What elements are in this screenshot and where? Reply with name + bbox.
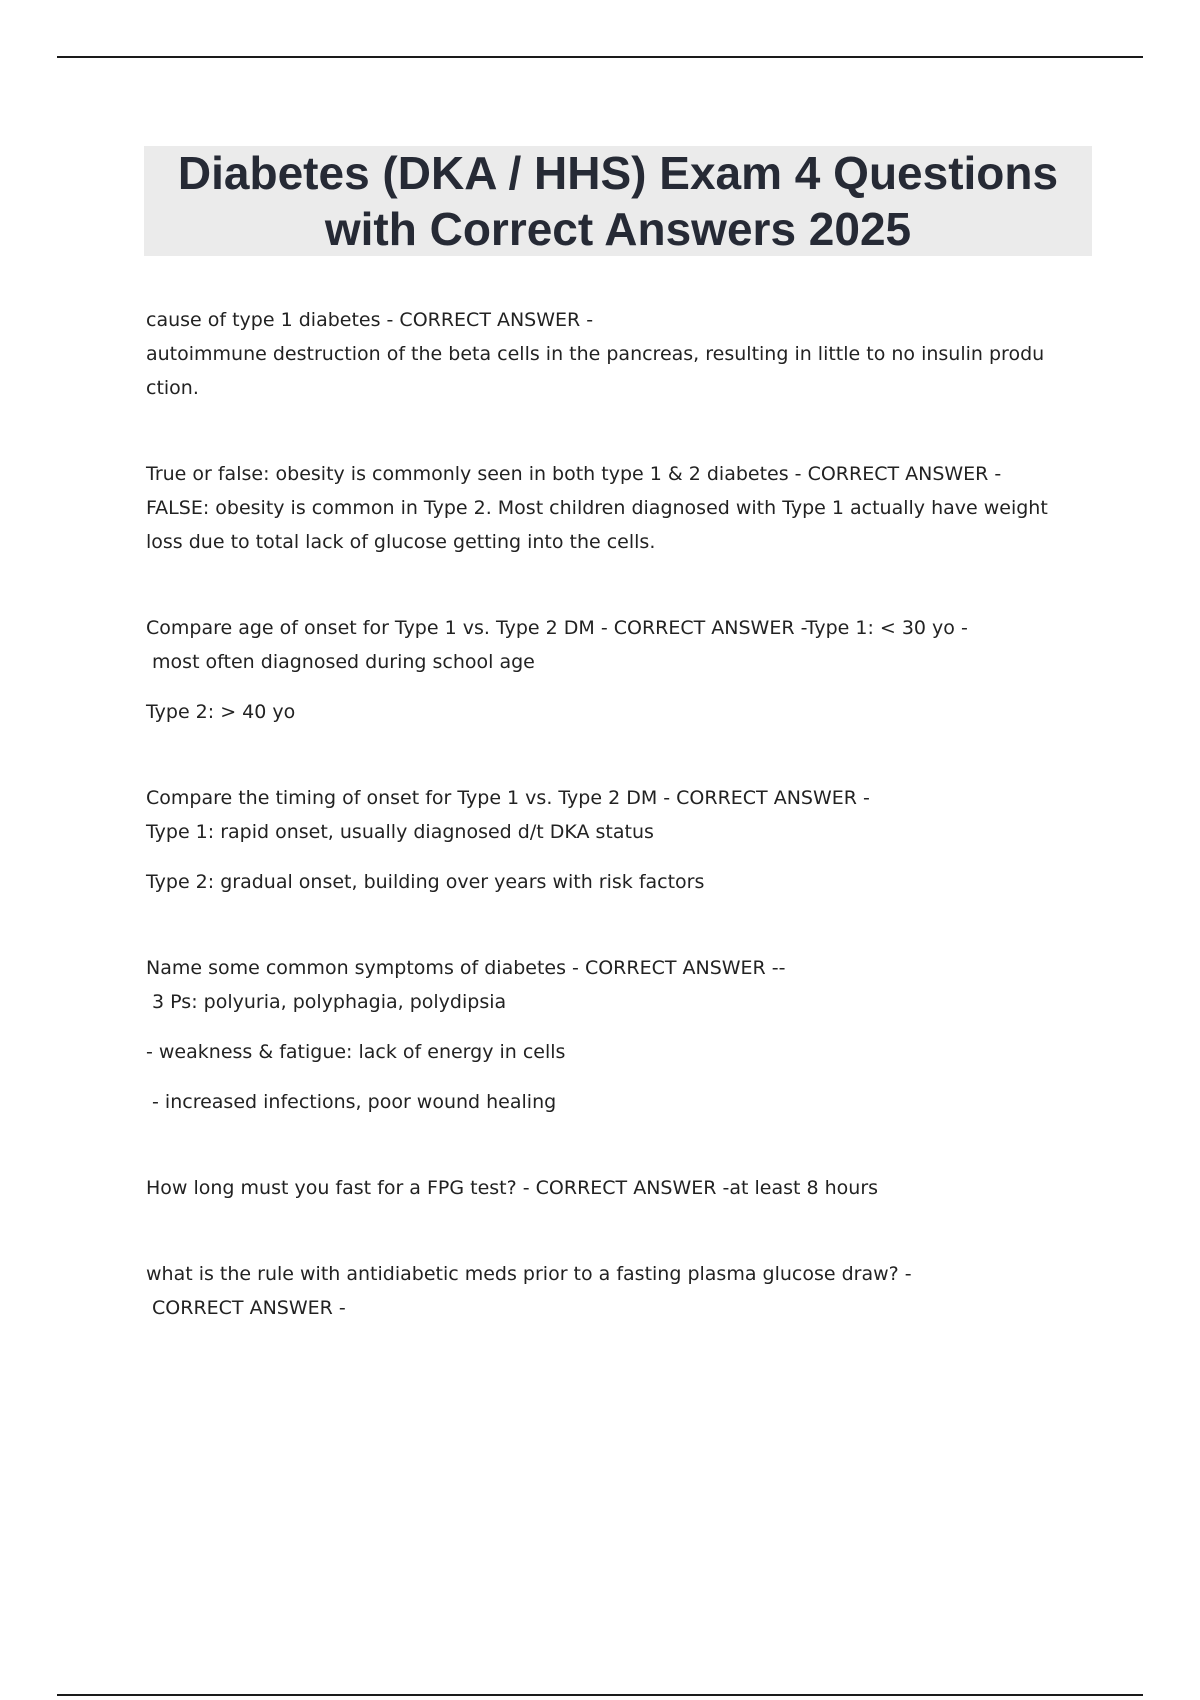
qa-line: Type 1: rapid onset, usually diagnosed d/t DKA status bbox=[146, 821, 654, 843]
qa-line: 3 Ps: polyuria, polyphagia, polydipsia bbox=[146, 991, 507, 1013]
qa-line: ction. bbox=[146, 377, 199, 399]
qa-line: what is the rule with antidiabetic meds prior to a fasting plasma glucose draw? - bbox=[146, 1263, 912, 1285]
qa-item bbox=[146, 1257, 1086, 1325]
qa-item bbox=[146, 611, 1086, 729]
qa-line: How long must you fast for a FPG test? - CORRECT ANSWER -at least 8 hours bbox=[146, 1177, 879, 1199]
qa-line: True or false: obesity is commonly seen in both type 1 & 2 diabetes - CORRECT ANSWER - bbox=[146, 463, 1002, 485]
top-rule bbox=[57, 56, 1143, 58]
qa-line: FALSE: obesity is common in Type 2. Most children diagnosed with Type 1 actually have weight bbox=[146, 497, 1048, 519]
qa-line: CORRECT ANSWER - bbox=[146, 1297, 346, 1319]
qa-extra-line: - increased infections, poor wound healing bbox=[146, 1091, 557, 1113]
qa-item bbox=[146, 303, 1086, 405]
qa-item bbox=[146, 951, 1086, 1119]
qa-item bbox=[146, 457, 1086, 559]
qa-line: loss due to total lack of glucose getting into the cells. bbox=[146, 531, 656, 553]
qa-content bbox=[146, 303, 1086, 1377]
title-line-1: Diabetes (DKA / HHS) Exam 4 Questions bbox=[177, 147, 1059, 199]
qa-line: cause of type 1 diabetes - CORRECT ANSWER - bbox=[146, 309, 594, 331]
title-line-2: with Correct Answers 2025 bbox=[324, 203, 912, 255]
qa-line: Compare age of onset for Type 1 vs. Type 2 DM - CORRECT ANSWER -Type 1: < 30 yo - bbox=[146, 617, 968, 639]
qa-line: autoimmune destruction of the beta cells in the pancreas, resulting in little to no insulin produ bbox=[146, 343, 1045, 365]
document-title-banner bbox=[144, 146, 1092, 256]
qa-extra-line: - weakness & fatigue: lack of energy in cells bbox=[146, 1041, 566, 1063]
qa-line: Compare the timing of onset for Type 1 vs. Type 2 DM - CORRECT ANSWER - bbox=[146, 787, 870, 809]
qa-item bbox=[146, 1171, 1086, 1205]
qa-line: Name some common symptoms of diabetes - CORRECT ANSWER -- bbox=[146, 957, 786, 979]
qa-extra-line: Type 2: gradual onset, building over years with risk factors bbox=[146, 871, 705, 893]
qa-line: most often diagnosed during school age bbox=[146, 651, 535, 673]
qa-extra-line: Type 2: > 40 yo bbox=[146, 701, 296, 723]
qa-item bbox=[146, 781, 1086, 899]
bottom-rule bbox=[57, 1694, 1143, 1696]
